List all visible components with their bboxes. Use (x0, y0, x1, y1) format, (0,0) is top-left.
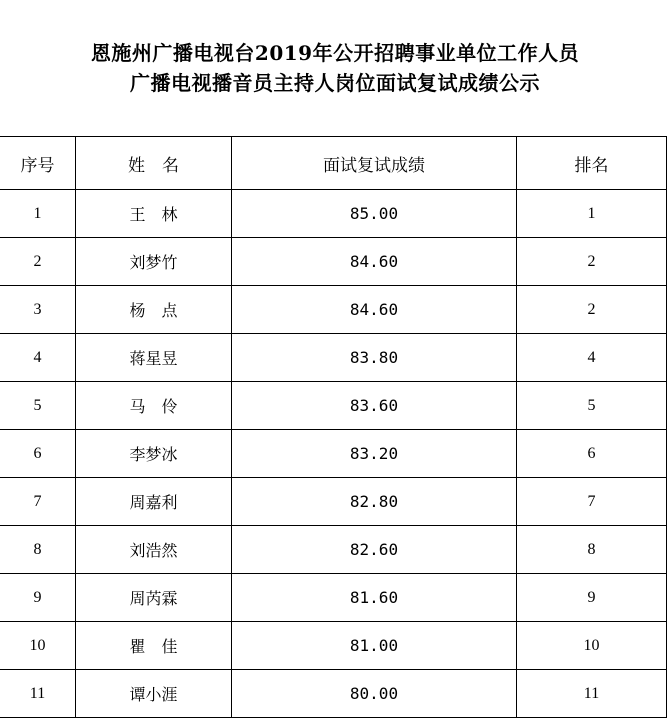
table-row (0, 478, 667, 526)
table-row (0, 286, 667, 334)
name-cell: 李梦冰 (76, 430, 232, 478)
rank-cell: 2 (517, 238, 667, 286)
header-score: 面试复试成绩 (232, 137, 517, 190)
seq-cell: 3 (0, 286, 76, 334)
name-cell: 周嘉利 (76, 478, 232, 526)
name-cell: 杨 点 (76, 286, 232, 334)
name-cell: 王 林 (76, 190, 232, 238)
header-rank: 排名 (517, 137, 667, 190)
rank-cell: 2 (517, 286, 667, 334)
seq-cell: 8 (0, 526, 76, 574)
results-table (0, 136, 667, 718)
table-row (0, 238, 667, 286)
score-cell: 81.00 (232, 622, 517, 670)
table-header-row (0, 137, 667, 190)
table-row (0, 334, 667, 382)
name-cell: 周芮霖 (76, 574, 232, 622)
seq-cell: 2 (0, 238, 76, 286)
seq-cell: 9 (0, 574, 76, 622)
name-cell: 刘梦竹 (76, 238, 232, 286)
table-row (0, 622, 667, 670)
score-cell: 82.60 (232, 526, 517, 574)
header-name: 姓 名 (76, 137, 232, 190)
score-cell: 80.00 (232, 670, 517, 718)
table-row (0, 670, 667, 718)
rank-cell: 6 (517, 430, 667, 478)
rank-cell: 1 (517, 190, 667, 238)
seq-cell: 11 (0, 670, 76, 718)
rank-cell: 7 (517, 478, 667, 526)
name-cell: 谭小涯 (76, 670, 232, 718)
seq-cell: 4 (0, 334, 76, 382)
rank-cell: 10 (517, 622, 667, 670)
table-row (0, 382, 667, 430)
document-title (0, 38, 670, 98)
seq-cell: 7 (0, 478, 76, 526)
rank-cell: 5 (517, 382, 667, 430)
table-row (0, 190, 667, 238)
title-line-1: 恩施州广播电视台2019年公开招聘事业单位工作人员 (90, 41, 580, 65)
title-line-2: 广播电视播音员主持人岗位面试复试成绩公示 (130, 71, 540, 95)
score-cell: 84.60 (232, 286, 517, 334)
rank-cell: 9 (517, 574, 667, 622)
table-body (0, 190, 667, 718)
seq-cell: 6 (0, 430, 76, 478)
table-row (0, 526, 667, 574)
rank-cell: 8 (517, 526, 667, 574)
seq-cell: 1 (0, 190, 76, 238)
score-cell: 84.60 (232, 238, 517, 286)
name-cell: 蒋星昱 (76, 334, 232, 382)
score-cell: 83.80 (232, 334, 517, 382)
seq-cell: 10 (0, 622, 76, 670)
score-cell: 83.60 (232, 382, 517, 430)
name-cell: 马 伶 (76, 382, 232, 430)
score-cell: 82.80 (232, 478, 517, 526)
rank-cell: 4 (517, 334, 667, 382)
header-seq: 序号 (0, 137, 76, 190)
score-cell: 83.20 (232, 430, 517, 478)
rank-cell: 11 (517, 670, 667, 718)
name-cell: 刘浩然 (76, 526, 232, 574)
table-row (0, 574, 667, 622)
seq-cell: 5 (0, 382, 76, 430)
score-cell: 81.60 (232, 574, 517, 622)
score-cell: 85.00 (232, 190, 517, 238)
name-cell: 瞿 佳 (76, 622, 232, 670)
table-row (0, 430, 667, 478)
